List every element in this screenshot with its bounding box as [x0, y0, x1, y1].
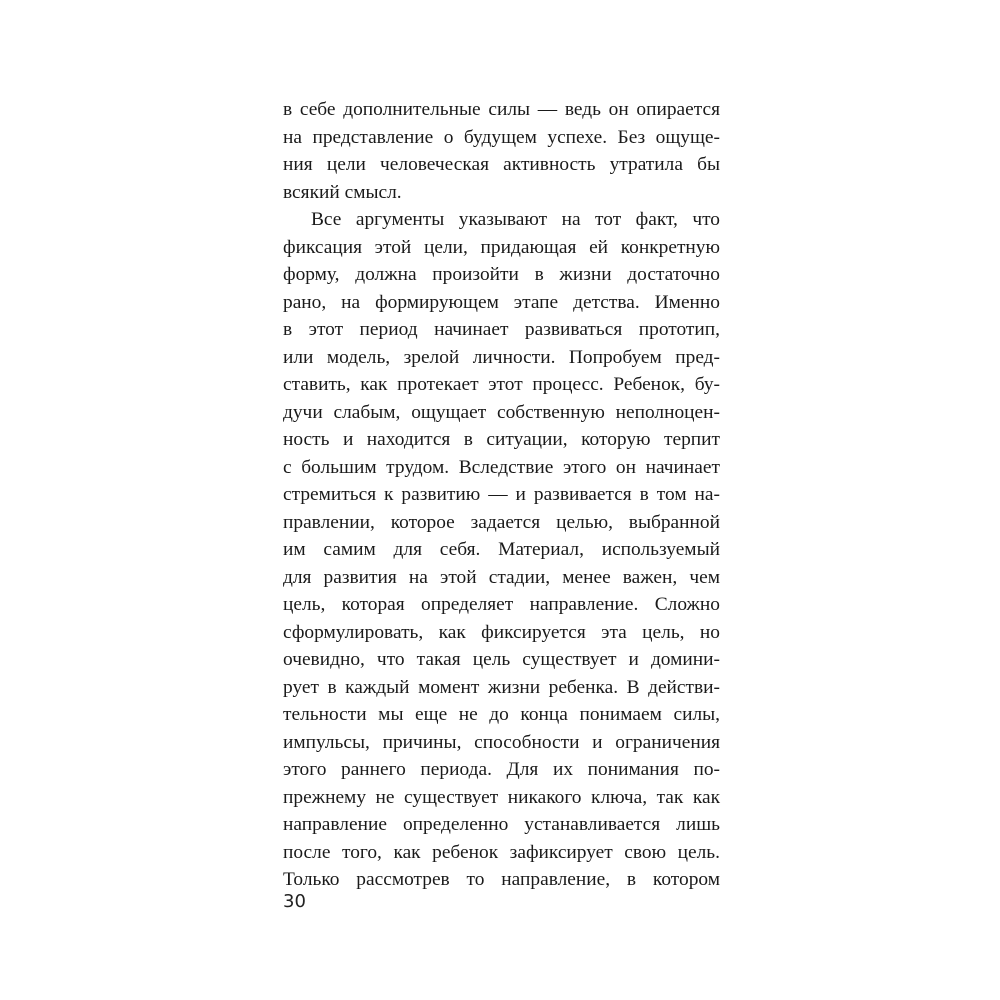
text-line: стремиться к развитию — и развивается в том на- [283, 484, 720, 505]
text-line: рует в каждый момент жизни ребенка. В действи- [283, 676, 720, 698]
text-line: в себе дополнительные силы — ведь он опирается [283, 99, 720, 120]
text-line: сформулировать, как фиксируется эта цель, но [283, 621, 720, 643]
text-line: направление определенно устанавливается лишь [283, 814, 720, 835]
text-line: ность и находится в ситуации, которую терпит [283, 429, 720, 450]
text-line-paragraph-start: Все аргументы указывают на тот факт, что [311, 209, 720, 230]
text-line: им самим для себя. Материал, используемый [283, 539, 720, 560]
page-number: 30 [283, 891, 306, 912]
text-line: дучи слабым, ощущает собственную неполноцен- [283, 401, 720, 423]
text-line: прежнему не существует никакого ключа, так как [283, 786, 720, 808]
text-line: Только рассмотрев то направление, в котором [283, 869, 720, 890]
text-line: очевидно, что такая цель существует и домини- [283, 649, 720, 670]
text-line: ставить, как протекает этот процесс. Ребенок, бу- [283, 374, 720, 395]
text-line: в этот период начинает развиваться прототип, [283, 319, 720, 340]
text-line: этого раннего периода. Для их понимания по- [283, 759, 720, 780]
text-line: для развития на этой стадии, менее важен, чем [283, 566, 720, 588]
text-line: после того, как ребенок зафиксирует свою цель. [283, 841, 720, 863]
text-line: фиксация этой цели, придающая ей конкретную [283, 236, 720, 258]
text-line: импульсы, причины, способности и ограничения [283, 731, 720, 753]
text-line: или модель, зрелой личности. Попробуем пред- [283, 346, 720, 368]
text-line: ния цели человеческая активность утратила бы [283, 154, 720, 175]
text-line: цель, которая определяет направление. Сложно [283, 594, 720, 615]
text-line: форму, должна произойти в жизни достаточно [283, 264, 720, 285]
text-line: рано, на формирующем этапе детства. Именно [283, 291, 720, 313]
body-text [283, 96, 720, 894]
text-line: на представление о будущем успехе. Без ощуще- [283, 126, 720, 148]
text-line: всякий смысл. [283, 181, 402, 203]
text-line: с большим трудом. Вследствие этого он начинает [283, 456, 720, 478]
text-line: тельности мы еще не до конца понимаем силы, [283, 704, 720, 725]
text-line: правлении, которое задается целью, выбранной [283, 511, 720, 533]
